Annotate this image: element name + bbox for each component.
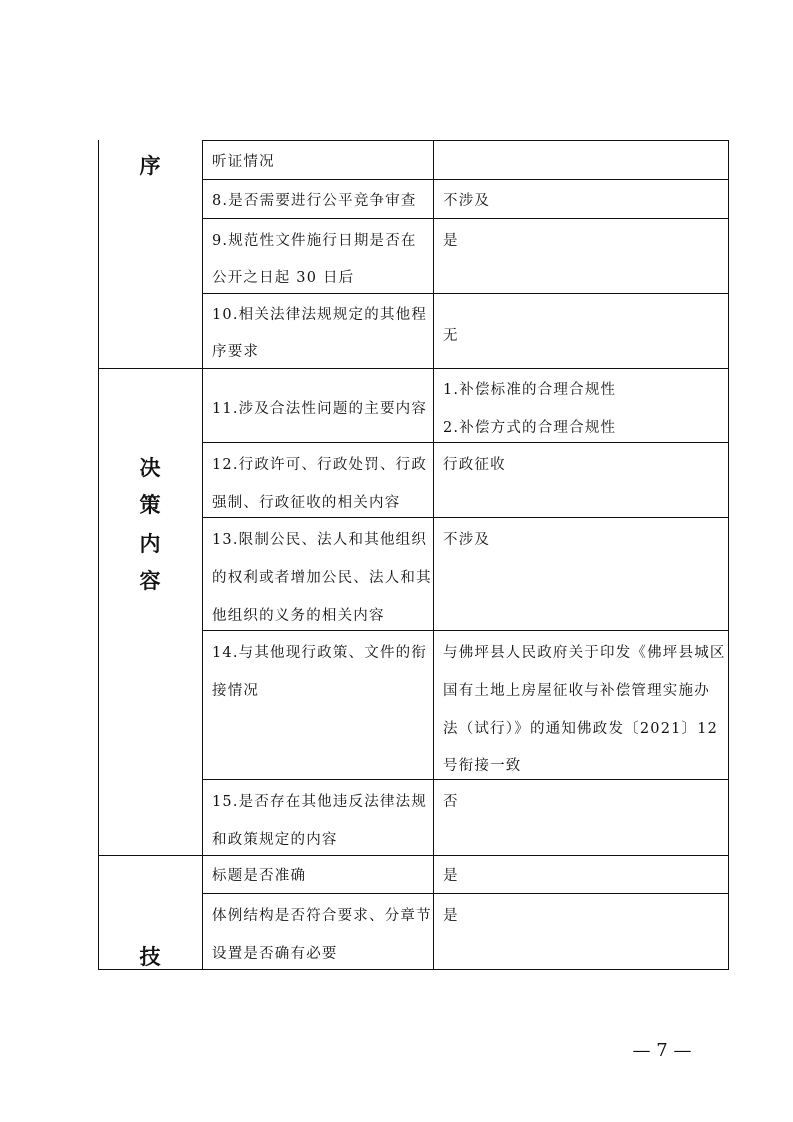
item-14-answer-line3: 法（试行）》的通知佛政发〔2021〕12 xyxy=(443,721,719,737)
item-13-answer: 不涉及 xyxy=(443,532,491,548)
section-label-decision-1: 决 xyxy=(139,456,161,480)
item-10-question-line2: 序要求 xyxy=(212,344,260,360)
item-9-question-line2: 公开之日起 30 日后 xyxy=(212,270,355,286)
item-9-question-line1: 9.规范性文件施行日期是否在 xyxy=(212,233,417,249)
structure-question-line2: 设置是否确有必要 xyxy=(212,946,338,962)
item-8-answer: 不涉及 xyxy=(443,193,491,209)
section-label-decision-4: 容 xyxy=(139,569,161,593)
item-14-answer-line4: 号衔接一致 xyxy=(443,758,522,774)
item-14-question-line1: 14.与其他现行政策、文件的衔 xyxy=(212,645,428,661)
item-8-question: 8.是否需要进行公平竞争审查 xyxy=(212,193,417,209)
item-12-question-line2: 强制、行政征收的相关内容 xyxy=(212,495,401,511)
item-12-question-line1: 12.行政许可、行政处罚、行政 xyxy=(212,457,428,473)
section-label-technique: 技 xyxy=(139,945,161,969)
table-border-col2 xyxy=(433,140,434,970)
item-14-question-line2: 接情况 xyxy=(212,683,260,699)
section-divider xyxy=(98,855,729,856)
item-13-question-line3: 他组织的义务的相关内容 xyxy=(212,608,385,624)
item-11-question: 11.涉及合法性问题的主要内容 xyxy=(212,401,428,417)
section-label-decision-3: 内 xyxy=(139,532,161,556)
structure-question-line1: 体例结构是否符合要求、分章节 xyxy=(212,908,432,924)
title-accuracy-question: 标题是否准确 xyxy=(212,868,307,884)
item-14-answer-line2: 国有土地上房屋征收与补偿管理实施办 xyxy=(443,683,710,699)
page-number: — 7 — xyxy=(632,1040,692,1061)
table-border-col1 xyxy=(202,140,203,970)
item-11-answer-line2: 2.补偿方式的合理合规性 xyxy=(443,420,617,436)
section-label-procedure: 序 xyxy=(139,154,161,178)
structure-answer: 是 xyxy=(443,908,459,924)
item-10-answer: 无 xyxy=(443,328,459,344)
item-15-question-line1: 15.是否存在其他违反法律法规 xyxy=(212,794,428,810)
item-14-answer-line1: 与佛坪县人民政府关于印发《佛坪县城区 xyxy=(443,645,726,661)
item-12-answer: 行政征收 xyxy=(443,457,506,473)
section-divider xyxy=(98,368,729,369)
table-border-right xyxy=(728,140,729,970)
item-11-answer-line1: 1.补偿标准的合理合规性 xyxy=(443,382,617,398)
section-label-decision-2: 策 xyxy=(139,493,161,517)
item-13-question-line2: 的权利或者增加公民、法人和其 xyxy=(212,570,432,586)
item-10-question-line1: 10.相关法律法规规定的其他程 xyxy=(212,307,428,323)
title-accuracy-answer: 是 xyxy=(443,868,459,884)
item-15-answer: 否 xyxy=(443,794,459,810)
row-divider xyxy=(202,179,729,180)
hearing-question: 听证情况 xyxy=(212,154,275,170)
row-divider xyxy=(202,140,729,141)
item-9-answer: 是 xyxy=(443,233,459,249)
item-15-question-line2: 和政策规定的内容 xyxy=(212,832,338,848)
item-13-question-line1: 13.限制公民、法人和其他组织 xyxy=(212,532,428,548)
